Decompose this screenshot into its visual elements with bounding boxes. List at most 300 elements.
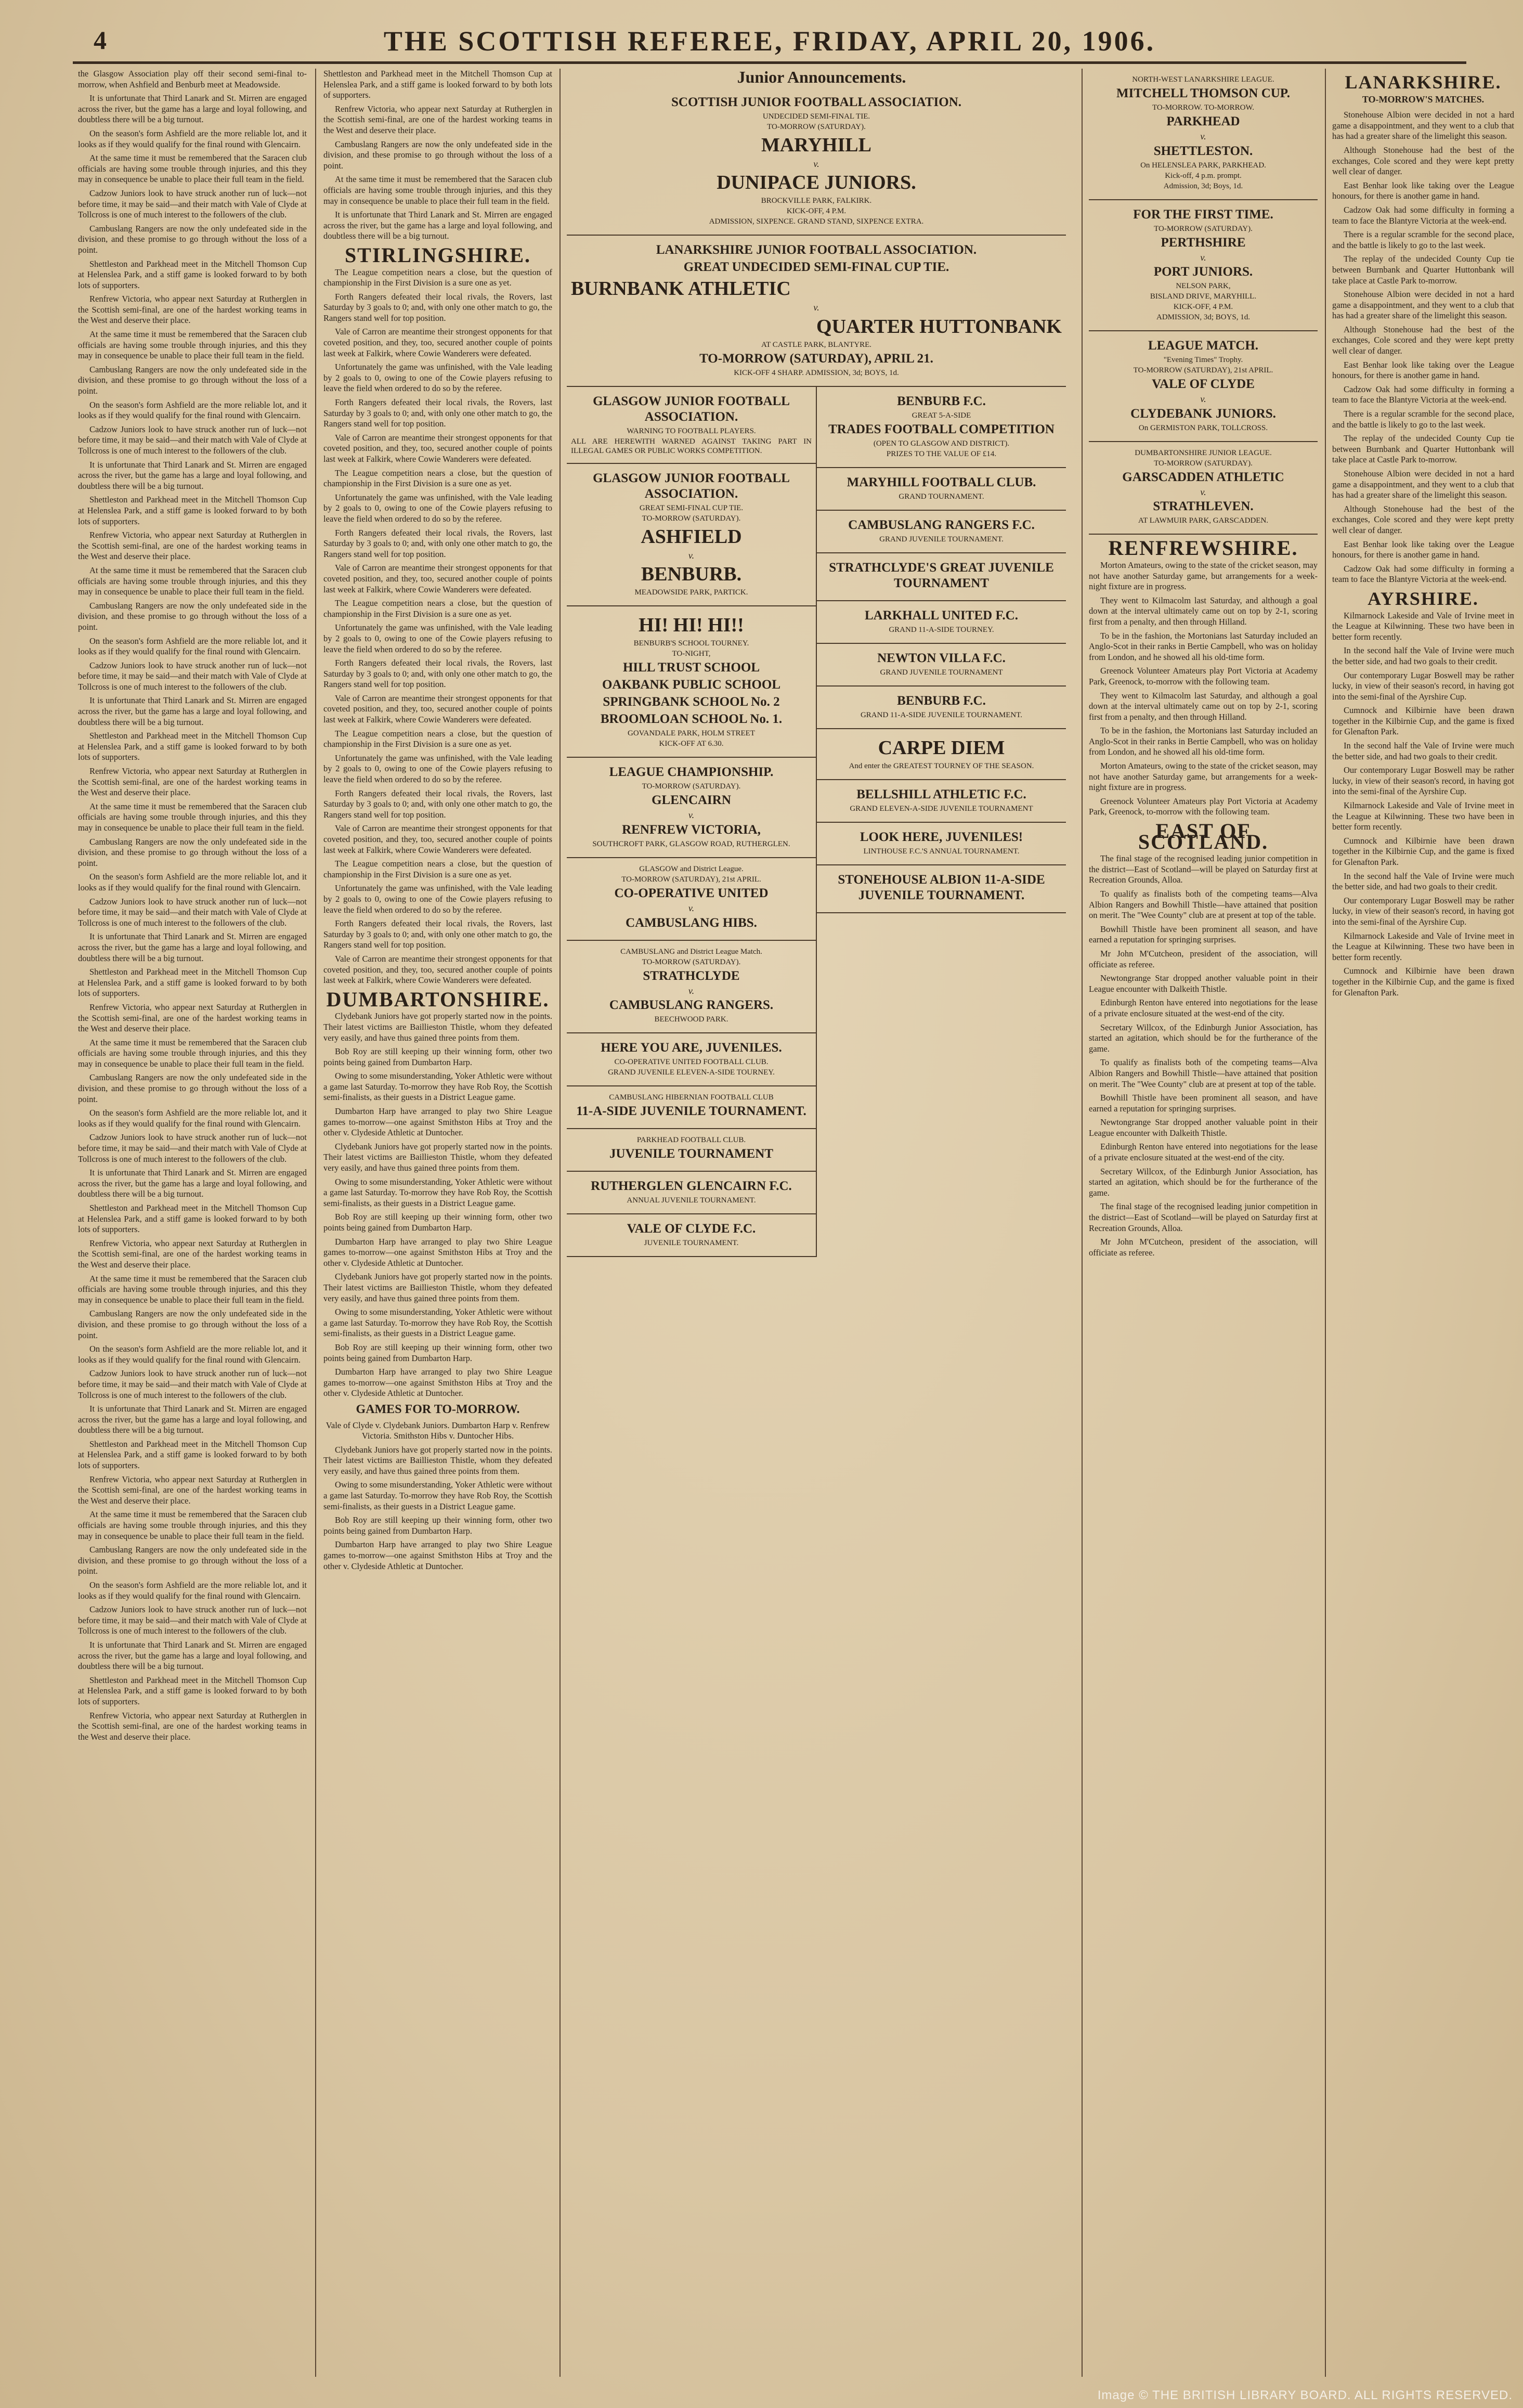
- advert-venue: BISLAND DRIVE, MARYHILL.: [1150, 292, 1257, 301]
- article-paragraph: Shettleston and Parkhead meet in the Mitchell Thomson Cup at Helenslea Park, and a stiff game is looked forward to by both lots of supporters.: [78, 731, 307, 762]
- advert-lanarkshire-semi-final: [567, 236, 1066, 387]
- advert-title: STONEHOUSE ALBION 11-A-SIDE JUVENILE TOURNAMENT.: [838, 872, 1045, 902]
- advert-title: NEWTON VILLA F.C.: [877, 651, 1006, 665]
- advert-team: MARYHILL: [761, 134, 871, 156]
- article-paragraph: To be in the fashion, the Mortonians last Saturday included an Anglo-Scot in their ranks in Bertie Campbell, who was on holiday from London, and he showed all his old-time form.: [1089, 726, 1318, 757]
- article-paragraph: The League competition nears a close, but the question of championship in the First Division is a sure one as yet.: [323, 468, 552, 489]
- article-paragraph: Vale of Carron are meantime their strongest opponents for that coveted position, and they, too, secured another couple of points last week at Falkirk, where Cowie Wanderers were defeated.: [323, 953, 552, 986]
- article-paragraph: Forth Rangers defeated their local rivals, the Rovers, last Saturday by 3 goals to 0; and, with only one other match to go, the Rangers stand well for top position.: [323, 788, 552, 820]
- article-paragraph: Edinburgh Renton have entered into negotiations for the lease of a private enclosure situated at the west-end of the city.: [1089, 1142, 1318, 1163]
- article-paragraph: Clydebank Juniors have got properly started now in the points. Their latest victims are Baillieston Thistle, whom they defeated very easily, and have thus gained three points from them.: [323, 1272, 552, 1303]
- junior-announcements-heading: Junior Announcements.: [737, 69, 906, 86]
- article-paragraph: In the second half the Vale of Irvine were much the better side, and had two goals to their credit.: [1332, 741, 1514, 761]
- advert-look-here: [817, 823, 1066, 865]
- article-paragraph: Vale of Carron are meantime their strongest opponents for that coveted position, and they, too, secured another couple of points last week at Falkirk, where Cowie Wanderers were defeated.: [323, 327, 552, 358]
- advert-prizes: PRIZES TO THE VALUE OF £14.: [886, 449, 997, 458]
- article-paragraph: Greenock Volunteer Amateurs play Port Victoria at Academy Park, Greenock, to-morrow with the following team.: [1089, 796, 1318, 817]
- article-paragraph: At the same time it must be remembered that the Saracen club officials are having some trouble through injuries, and this they may in consequence be unable to place their full team in the field.: [323, 174, 552, 206]
- article-paragraph: Stonehouse Albion were decided in not a hard game a disappointment, and they went to a club that has had a greater share of the limelight this season.: [1332, 289, 1514, 321]
- advert-title: DUMBARTONSHIRE JUNIOR LEAGUE.: [1135, 448, 1272, 457]
- announcements-left: [567, 88, 1066, 387]
- article-paragraph: Morton Amateurs, owing to the state of the cricket season, may not have another Saturday game, but arrangements for a week-night fixture are in progress.: [1089, 761, 1318, 793]
- advert-date: TO-MORROW (SATURDAY).: [1154, 224, 1253, 233]
- advert-parkhead: [567, 1129, 816, 1172]
- article-paragraph: Shettleston and Parkhead meet in the Mitchell Thomson Cup at Helenslea Park, and a stiff game is looked forward to by both lots of supporters.: [78, 1439, 307, 1471]
- advert-strathclyde-tournament: [817, 553, 1066, 601]
- advert-admission: ADMISSION, SIXPENCE. GRAND STAND, SIXPENCE EXTRA.: [709, 217, 924, 226]
- advert-sub: JUVENILE TOURNAMENT: [609, 1147, 774, 1161]
- advert-title: BELLSHILL ATHLETIC F.C.: [856, 787, 1026, 801]
- column-3-junior-announcements: [567, 69, 1076, 2377]
- article-paragraph: Cadzow Juniors look to have struck another run of luck—not before time, it may be said—and their match with Vale of Clyde at Tollcross is one of much interest to the followers of the club.: [78, 424, 307, 456]
- article-paragraph: Mr John M'Cutcheon, president of the association, will officiate as referee.: [1089, 1237, 1318, 1258]
- column-2: [323, 69, 552, 2377]
- advert-team: STRATHLEVEN.: [1153, 499, 1254, 514]
- advert-strathclyde: [567, 941, 816, 1034]
- advert-team: PORT JUNIORS.: [1153, 265, 1253, 279]
- advert-vs: v.: [1200, 131, 1206, 141]
- advert-sub: "Evening Times" Trophy.: [1163, 356, 1243, 365]
- article-paragraph: Dumbarton Harp have arranged to play two Shire League games to-morrow—one against Smithston Hibs at Troy and the other v. Clydeside Athletic at Duntocher.: [323, 1106, 552, 1138]
- page-number: 4: [94, 25, 107, 55]
- article-paragraph: East Benhar look like taking over the League honours, for there is another game in hand.: [1332, 180, 1514, 201]
- article-paragraph: The final stage of the recognised leading junior competition in the district—East of Scotland—will be played on Saturday first at Recreation Grounds, Alloa.: [1089, 853, 1318, 885]
- article-paragraph: Shettleston and Parkhead meet in the Mitchell Thomson Cup at Helenslea Park, and a stiff game is looked forward to by both lots of supporters.: [78, 495, 307, 526]
- article-paragraph: Bob Roy are still keeping up their winning form, other two points being gained from Dumbarton Harp.: [323, 1212, 552, 1233]
- advert-venue: MEADOWSIDE PARK, PARTICK.: [634, 588, 748, 597]
- article-paragraph: Cumnock and Kilbirnie have been drawn together in the Kilbirnie Cup, and the game is fixed for Glenafton Park.: [1332, 705, 1514, 737]
- advert-vs: v.: [688, 902, 695, 913]
- article-paragraph: The final stage of the recognised leading junior competition in the district—East of Scotland—will be played on Saturday first at Recreation Grounds, Alloa.: [1089, 1201, 1318, 1233]
- article-paragraph: Cadzow Juniors look to have struck another run of luck—not before time, it may be said—and their match with Vale of Clyde at Tollcross is one of much interest to the followers of the club.: [78, 188, 307, 220]
- article-paragraph: Cambuslang Rangers are now the only undefeated side in the division, and these promise to go through without the loss of a point.: [323, 139, 552, 171]
- advert-title: BENBURB F.C.: [897, 394, 986, 408]
- section-heading-lanarkshire: LANARKSHIRE.: [1345, 72, 1502, 93]
- article-paragraph: It is unfortunate that Third Lanark and St. Mirren are engaged across the river, but the game has a large and loyal following, and doubtless there will be a big turnout.: [78, 1404, 307, 1435]
- article-paragraph: Our contemporary Lugar Boswell may be rather lucky, in view of their season's record, in having got into the semi-final of the Ayrshire Cup.: [1332, 670, 1514, 702]
- advert-title: LANARKSHIRE JUNIOR FOOTBALL ASSOCIATION.: [656, 243, 977, 257]
- article-paragraph: Clydebank Juniors have got properly started now in the points. Their latest victims are Baillieston Thistle, whom they defeated very easily, and have thus gained three points from them.: [323, 1444, 552, 1476]
- article-paragraph: On the season's form Ashfield are the more reliable lot, and it looks as if they would qualify for the final round with Glencairn.: [78, 872, 307, 892]
- advert-venue: On HELENSLEA PARK, PARKHEAD.: [1140, 161, 1266, 170]
- advert-title: CAMBUSLANG HIBERNIAN FOOTBALL CLUB: [609, 1093, 774, 1102]
- advert-sub: LINTHOUSE F.C.'S ANNUAL TOURNAMENT.: [863, 847, 1020, 856]
- article-paragraph: Forth Rangers defeated their local rivals, the Rovers, last Saturday by 3 goals to 0; and, with only one other match to go, the Rangers stand well for top position.: [323, 397, 552, 429]
- advert-sub: GREAT UNDECIDED SEMI-FINAL CUP TIE.: [683, 260, 949, 275]
- advert-cambuslang-hibernian: [567, 1086, 816, 1129]
- advert-venue: GOVANDALE PARK, HOLM STREET: [627, 729, 756, 738]
- advert-vs: v.: [1200, 486, 1206, 497]
- advert-headline: TRADES FOOTBALL COMPETITION: [828, 422, 1055, 436]
- article-paragraph: Vale of Carron are meantime their strongest opponents for that coveted position, and they, too, secured another couple of points last week at Falkirk, where Cowie Wanderers were defeated.: [323, 823, 552, 855]
- advert-team: STRATHCLYDE: [643, 968, 740, 983]
- article-paragraph: the Glasgow Association play off their second semi-final to-morrow, when Ashfield and Benburb meet at Meadowside.: [78, 69, 307, 89]
- games-list: Vale of Clyde v. Clydebank Juniors. Dumbarton Harp v. Renfrew Victoria. Smithston Hibs v. Duntocher Hibs.: [326, 1420, 550, 1441]
- article-paragraph: Renfrew Victoria, who appear next Saturday at Rutherglen in the Scottish semi-final, are one of the hardest working teams in the West and deserve their place.: [323, 103, 552, 135]
- advert-admission: ADMISSION, 3d; BOYS, 1d.: [1156, 313, 1251, 322]
- article-paragraph: Our contemporary Lugar Boswell may be rather lucky, in view of their season's record, in having got into the semi-final of the Ayrshire Cup.: [1332, 895, 1514, 927]
- advert-sub: (OPEN TO GLASGOW AND DISTRICT).: [873, 439, 1010, 448]
- article-paragraph: The League competition nears a close, but the question of championship in the First Division is a sure one as yet.: [323, 728, 552, 749]
- advert-kickoff: KICK-OFF, 4 P.M.: [1173, 303, 1233, 312]
- article-paragraph: Bob Roy are still keeping up their winning form, other two points being gained from Dumbarton Harp.: [323, 1342, 552, 1363]
- advert-sub: 11-A-SIDE JUVENILE TOURNAMENT.: [576, 1104, 806, 1119]
- article-paragraph: On the season's form Ashfield are the more reliable lot, and it looks as if they would qualify for the final round with Glencairn.: [78, 1344, 307, 1365]
- advert-team: SPRINGBANK SCHOOL No. 2: [603, 695, 780, 709]
- advert-league: NORTH-WEST LANARKSHIRE LEAGUE.: [1132, 75, 1274, 84]
- article-paragraph: Unfortunately the game was unfinished, with the Vale leading by 2 goals to 0, owing to one of the Cowie players refusing to leave the field when ordered to do so by the referee.: [323, 362, 552, 394]
- advert-vs: v.: [1200, 394, 1206, 405]
- image-credit: Image © THE BRITISH LIBRARY BOARD. ALL RIGHTS RESERVED.: [1097, 2388, 1513, 2402]
- advert-sub: BENBURB'S SCHOOL TOURNEY.: [633, 639, 749, 648]
- advert-rutherglen-glencairn: [567, 1172, 816, 1214]
- advert-juveniles: [567, 1033, 816, 1086]
- article-paragraph: Cambuslang Rangers are now the only undefeated side in the division, and these promise to go through without the loss of a point.: [78, 600, 307, 632]
- advert-sub: ANNUAL JUVENILE TOURNAMENT.: [627, 1196, 756, 1205]
- advert-title: LEAGUE CHAMPIONSHIP.: [609, 765, 774, 780]
- advert-title: HI! HI! HI!!: [639, 614, 744, 637]
- article-paragraph: It is unfortunate that Third Lanark and St. Mirren are engaged across the river, but the game has a large and loyal following, and doubtless there will be a big turnout.: [78, 93, 307, 125]
- article-paragraph: On the season's form Ashfield are the more reliable lot, and it looks as if they would qualify for the final round with Glencairn.: [78, 1108, 307, 1129]
- advert-newton-villa: [817, 644, 1066, 687]
- article-paragraph: Shettleston and Parkhead meet in the Mitchell Thomson Cup at Helenslea Park, and a stiff game is looked forward to by both lots of supporters.: [78, 258, 307, 290]
- article-paragraph: Vale of Carron are meantime their strongest opponents for that coveted position, and they, too, secured another couple of points last week at Falkirk, where Cowie Wanderers were defeated.: [323, 693, 552, 725]
- advert-gjfa-semi-final: [567, 464, 816, 607]
- advert-first-time: [1089, 200, 1318, 332]
- article-paragraph: At the same time it must be remembered that the Saracen club officials are having some trouble through injuries, and this they may in consequence be unable to place their full team in the field.: [78, 1509, 307, 1541]
- advert-venue: AT LAWMUIR PARK, GARSCADDEN.: [1138, 516, 1269, 525]
- article-paragraph: Renfrew Victoria, who appear next Saturday at Rutherglen in the Scottish semi-final, are one of the hardest working teams in the West and deserve their place.: [78, 1002, 307, 1034]
- advert-larkhall: [817, 601, 1066, 644]
- article-paragraph: Unfortunately the game was unfinished, with the Vale leading by 2 goals to 0, owing to one of the Cowie players refusing to leave the field when ordered to do so by the referee.: [323, 883, 552, 915]
- article-paragraph: In the second half the Vale of Irvine were much the better side, and had two goals to their credit.: [1332, 645, 1514, 666]
- article-paragraph: It is unfortunate that Third Lanark and St. Mirren are engaged across the river, but the game has a large and loyal following, and doubtless there will be a big turnout.: [78, 931, 307, 963]
- advert-title: MARYHILL FOOTBALL CLUB.: [847, 475, 1036, 489]
- article-paragraph: Vale of Carron are meantime their strongest opponents for that coveted position, and they, too, secured another couple of points last week at Falkirk, where Cowie Wanderers were defeated.: [323, 563, 552, 594]
- advert-venue: On GERMISTON PARK, TOLLCROSS.: [1138, 423, 1268, 432]
- article-paragraph: Greenock Volunteer Amateurs play Port Victoria at Academy Park, Greenock, to-morrow with the following team.: [1089, 666, 1318, 687]
- article-paragraph: At the same time it must be remembered that the Saracen club officials are having some trouble through injuries, and this they may in consequence be unable to place their full team in the field.: [78, 1037, 307, 1069]
- article-paragraph: Owing to some misunderstanding, Yoker Athletic were without a game last Saturday. To-morrow they have Rob Roy, the Scottish semi-finalists, as their guests in a District League game.: [323, 1071, 552, 1103]
- advert-benburb-trades: [817, 387, 1066, 468]
- advert-vs: v.: [813, 158, 819, 169]
- section-heading-stirlingshire: STIRLINGSHIRE.: [344, 243, 531, 267]
- advert-team: GARSCADDEN ATHLETIC: [1122, 470, 1284, 484]
- advert-vs: v.: [1200, 252, 1206, 263]
- advert-venue: AT CASTLE PARK, BLANTYRE.: [761, 340, 872, 349]
- column-divider: [1082, 69, 1083, 2377]
- masthead-title: THE SCOTTISH REFEREE, FRIDAY, APRIL 20, 1906.: [383, 25, 1156, 57]
- advert-vs: v.: [688, 550, 695, 561]
- masthead: [73, 20, 1466, 64]
- advert-date: TO-MORROW (SATURDAY).: [642, 957, 741, 966]
- article-paragraph: Shettleston and Parkhead meet in the Mitchell Thomson Cup at Helenslea Park, and a stiff game is looked forward to by both lots of supporters.: [323, 69, 552, 100]
- article-paragraph: The League competition nears a close, but the question of championship in the First Division is a sure one as yet.: [323, 598, 552, 619]
- article-paragraph: Owing to some misunderstanding, Yoker Athletic were without a game last Saturday. To-morrow they have Rob Roy, the Scottish semi-finalists, as their guests in a District League game.: [323, 1176, 552, 1208]
- advert-sub: GRAND ELEVEN-A-SIDE JUVENILE TOURNAMENT: [850, 804, 1033, 813]
- advert-kickoff: KICK-OFF AT 6.30.: [659, 740, 724, 748]
- section-heading-ayrshire: AYRSHIRE.: [1368, 588, 1479, 609]
- article-paragraph: On the season's form Ashfield are the more reliable lot, and it looks as if they would qualify for the final round with Glencairn.: [78, 399, 307, 421]
- article-paragraph: Although Stonehouse had the best of the exchanges, Cole scored and they were kept pretty well clear of danger.: [1332, 324, 1514, 356]
- advert-sub: GRAND 11-A-SIDE TOURNEY.: [889, 625, 994, 634]
- article-paragraph: It is unfortunate that Third Lanark and St. Mirren are engaged across the river, but the game has a large and loyal following, and doubtless there will be a big turnout.: [78, 695, 307, 727]
- advert-team: HILL TRUST SCHOOL: [622, 661, 760, 675]
- advert-sub: JUVENILE TOURNAMENT.: [644, 1239, 739, 1248]
- advert-date: TO-NIGHT,: [672, 650, 711, 658]
- advert-mitchell-thomson-cup: [1089, 69, 1318, 200]
- article-paragraph: Dumbarton Harp have arranged to play two Shire League games to-morrow—one against Smithston Hibs at Troy and the other v. Clydeside Athletic at Duntocher.: [323, 1539, 552, 1571]
- article-paragraph: Shettleston and Parkhead meet in the Mitchell Thomson Cup at Helenslea Park, and a stiff game is looked forward to by both lots of supporters.: [78, 1675, 307, 1706]
- article-paragraph: Although Stonehouse had the best of the exchanges, Cole scored and they were kept pretty well clear of danger.: [1332, 503, 1514, 535]
- advert-sub: CO-OPERATIVE UNITED FOOTBALL CLUB.: [614, 1058, 769, 1067]
- advert-vs: v.: [688, 810, 695, 821]
- article-paragraph: Unfortunately the game was unfinished, with the Vale leading by 2 goals to 0, owing to one of the Cowie players refusing to leave the field when ordered to do so by the referee.: [323, 623, 552, 654]
- advert-team: CAMBUSLANG RANGERS.: [609, 998, 774, 1013]
- advert-title: CARPE DIEM: [878, 736, 1005, 759]
- article-paragraph: Owing to some misunderstanding, Yoker Athletic were without a game last Saturday. To-morrow they have Rob Roy, the Scottish semi-finalists, as their guests in a District League game.: [323, 1480, 552, 1511]
- advert-kickoff: KICK-OFF, 4 P.M.: [786, 207, 847, 216]
- advert-title: LARKHALL UNITED F.C.: [865, 608, 1018, 623]
- advert-team: QUARTER HUTTONBANK: [816, 315, 1062, 338]
- advert-title: BENBURB F.C.: [897, 693, 986, 708]
- article-paragraph: Morton Amateurs, owing to the state of the cricket season, may not have another Saturday game, but arrangements for a week-night fixture are in progress.: [1089, 560, 1318, 592]
- article-paragraph: Cambuslang Rangers are now the only undefeated side in the division, and these promise to go through without the loss of a point.: [78, 1309, 307, 1340]
- advert-team: CO-OPERATIVE UNITED: [614, 886, 769, 900]
- article-paragraph: Owing to some misunderstanding, Yoker Athletic were without a game last Saturday. To-morrow they have Rob Roy, the Scottish semi-finalists, as their guests in a District League game.: [323, 1307, 552, 1339]
- advert-title: CAMBUSLANG RANGERS F.C.: [848, 517, 1035, 532]
- announcements-split: [567, 387, 1066, 1257]
- advert-title: GLASGOW JUNIOR FOOTBALL ASSOCIATION.: [593, 394, 790, 424]
- advert-date: TO-MORROW (SATURDAY), 21st APRIL.: [1133, 366, 1273, 375]
- article-paragraph: Bob Roy are still keeping up their winning form, other two points being gained from Dumbarton Harp.: [323, 1046, 552, 1067]
- article-paragraph: Cadzow Oak had some difficulty in forming a team to face the Blantyre Victoria at the week-end.: [1332, 563, 1514, 585]
- section-heading-dumbartonshire: DUMBARTONSHIRE.: [326, 987, 550, 1011]
- article-paragraph: Cadzow Oak had some difficulty in forming a team to face the Blantyre Victoria at the week-end.: [1332, 204, 1514, 226]
- article-paragraph: Newtongrange Star dropped another valuable point in their League encounter with Dalkeith Thistle.: [1089, 973, 1318, 994]
- advert-co-operative-united: [567, 858, 816, 941]
- article-paragraph: Kilmarnock Lakeside and Vale of Irvine meet in the League at Kilwinning. These two have been in better form recently.: [1332, 800, 1514, 832]
- column-divider: [315, 69, 316, 2377]
- advert-title: HERE YOU ARE, JUVENILES.: [601, 1041, 782, 1055]
- article-paragraph: Edinburgh Renton have entered into negotiations for the lease of a private enclosure situated at the west-end of the city.: [1089, 998, 1318, 1018]
- advert-vs: v.: [813, 302, 819, 313]
- article-paragraph: Secretary Willcox, of the Edinburgh Junior Association, has started an agitation, which should be for the furtherance of the game.: [1089, 1022, 1318, 1054]
- article-paragraph: Mr John M'Cutcheon, president of the association, will officiate as referee.: [1089, 948, 1318, 969]
- article-paragraph: At the same time it must be remembered that the Saracen club officials are having some trouble through injuries, and this they may in consequence be unable to place their full team in the field.: [78, 1273, 307, 1305]
- article-paragraph: Stonehouse Albion were decided in not a hard game a disappointment, and they went to a club that has had a greater share of the limelight this season.: [1332, 469, 1514, 500]
- article-paragraph: At the same time it must be remembered that the Saracen club officials are having some trouble through injuries, and this they may in consequence be unable to place their full team in the field.: [78, 801, 307, 833]
- article-paragraph: To qualify as finalists both of the competing teams—Alva Albion Rangers and Bowhill Thistle—have attained that position on merit. The "Wee County" club are at present at top of the table.: [1089, 1057, 1318, 1089]
- advert-benburb-juvenile: [817, 687, 1066, 729]
- advert-title: VALE OF CLYDE F.C.: [627, 1222, 756, 1236]
- advert-team: CLYDEBANK JUNIORS.: [1130, 406, 1276, 421]
- advert-date: TO-MORROW. TO-MORROW.: [1152, 103, 1254, 112]
- advert-maryhill: [817, 468, 1066, 511]
- column-6: [1332, 69, 1514, 2377]
- article-paragraph: Cambuslang Rangers are now the only undefeated side in the division, and these promise to go through without the loss of a point.: [78, 364, 307, 396]
- article-paragraph: Kilmarnock Lakeside and Vale of Irvine meet in the League at Kilwinning. These two have been in better form recently.: [1332, 610, 1514, 642]
- article-paragraph: The League competition nears a close, but the question of championship in the First Division is a sure one as yet.: [323, 859, 552, 879]
- article-paragraph: To be in the fashion, the Mortonians last Saturday included an Anglo-Scot in their ranks in Bertie Campbell, who was on holiday from London, and he showed all his old-time form.: [1089, 630, 1318, 662]
- article-paragraph: Cambuslang Rangers are now the only undefeated side in the division, and these promise to go through without the loss of a point.: [78, 1072, 307, 1104]
- advert-team: SHETTLESTON.: [1153, 144, 1253, 158]
- advert-benburb-school-tourney: [567, 606, 816, 758]
- article-paragraph: Clydebank Juniors have got properly started now in the points. Their latest victims are Baillieston Thistle, whom they defeated very easily, and have thus gained three points from them.: [323, 1141, 552, 1173]
- advert-team: OAKBANK PUBLIC SCHOOL: [602, 678, 781, 692]
- article-paragraph: Cadzow Juniors look to have struck another run of luck—not before time, it may be said—and their match with Vale of Clyde at Tollcross is one of much interest to the followers of the club.: [78, 1368, 307, 1400]
- article-paragraph: Forth Rangers defeated their local rivals, the Rovers, last Saturday by 3 goals to 0; and, with only one other match to go, the Rangers stand well for top position.: [323, 527, 552, 559]
- advert-team: BROOMLOAN SCHOOL No. 1.: [600, 712, 783, 727]
- advert-team: PARKHEAD: [1166, 114, 1240, 128]
- article-paragraph: Vale of Carron are meantime their strongest opponents for that coveted position, and they, too, secured another couple of points last week at Falkirk, where Cowie Wanderers were defeated.: [323, 432, 552, 464]
- advert-league-championship: [567, 758, 816, 858]
- sub-heading: TO-MORROW'S MATCHES.: [1362, 94, 1485, 105]
- advert-vs: v.: [688, 985, 695, 996]
- advert-body: ALL ARE HEREWITH WARNED AGAINST TAKING PART IN ILLEGAL GAMES OR PUBLIC WORKS COMPETITION.: [571, 437, 812, 455]
- advert-bellshill: [817, 780, 1066, 823]
- advert-title: GLASGOW and District League.: [639, 864, 744, 873]
- advert-admission: Admission, 3d; Boys, 1d.: [1163, 182, 1243, 190]
- article-paragraph: Bob Roy are still keeping up their winning form, other two points being gained from Dumbarton Harp.: [323, 1515, 552, 1536]
- advert-team: BENBURB.: [641, 563, 742, 586]
- advert-team: DUNIPACE JUNIORS.: [717, 172, 916, 194]
- article-paragraph: At the same time it must be remembered that the Saracen club officials are having some trouble through injuries, and this they may in consequence be unable to place their full team in the field.: [78, 565, 307, 597]
- article-paragraph: There is a regular scramble for the second place, and the battle is likely to go to the last week.: [1332, 229, 1514, 250]
- column-5: [1089, 69, 1318, 2377]
- advert-sub: GRAND JUVENILE TOURNAMENT: [880, 668, 1003, 677]
- article-paragraph: Cadzow Juniors look to have struck another run of luck—not before time, it may be said—and their match with Vale of Clyde at Tollcross is one of much interest to the followers of the club.: [78, 660, 307, 692]
- advert-title: RUTHERGLEN GLENCAIRN F.C.: [591, 1179, 792, 1194]
- advert-sub: WARNING TO FOOTBALL PLAYERS.: [627, 426, 756, 435]
- article-paragraph: They went to Kilmacolm last Saturday, and although a goal down at the interval ultimately came out on top by 2-1, scoring first from a penalty, and then through Hilland.: [1089, 595, 1318, 627]
- article-paragraph: Shettleston and Parkhead meet in the Mitchell Thomson Cup at Helenslea Park, and a stiff game is looked forward to by both lots of supporters.: [78, 1203, 307, 1235]
- section-heading-east-of-scotland: EAST OF SCOTLAND.: [1138, 819, 1269, 853]
- article-paragraph: Cadzow Juniors look to have struck another run of luck—not before time, it may be said—and their match with Vale of Clyde at Tollcross is one of much interest to the followers of the club.: [78, 1604, 307, 1636]
- article-paragraph: Unfortunately the game was unfinished, with the Vale leading by 2 goals to 0, owing to one of the Cowie players refusing to leave the field when ordered to do so by the referee.: [323, 492, 552, 524]
- advert-kickoff: KICK-OFF 4 SHARP. ADMISSION, 3d; BOYS, 1d.: [734, 368, 899, 377]
- article-paragraph: In the second half the Vale of Irvine were much the better side, and had two goals to their credit.: [1332, 871, 1514, 892]
- advert-sub: GREAT SEMI-FINAL CUP TIE.: [639, 503, 744, 512]
- advert-sub: GRAND 11-A-SIDE JUVENILE TOURNAMENT.: [860, 710, 1023, 719]
- advert-sub: GRAND JUVENILE TOURNAMENT.: [879, 535, 1004, 543]
- article-paragraph: The replay of the undecided County Cup tie between Burnbank and Quarter Huttonbank will take place at Castle Park to-morrow.: [1332, 254, 1514, 286]
- column-divider: [559, 69, 561, 2377]
- article-paragraph: Renfrew Victoria, who appear next Saturday at Rutherglen in the Scottish semi-final, are one of the hardest working teams in the West and deserve their place.: [78, 530, 307, 562]
- article-paragraph: On the season's form Ashfield are the more reliable lot, and it looks as if they would qualify for the final round with Glencairn.: [78, 128, 307, 149]
- advert-title: LEAGUE MATCH.: [1148, 339, 1259, 353]
- advert-title: CAMBUSLANG and District League Match.: [620, 947, 762, 956]
- advert-team: BURNBANK ATHLETIC: [571, 278, 791, 300]
- article-paragraph: On the season's form Ashfield are the more reliable lot, and it looks as if they would qualify for the final round with Glencairn.: [78, 1580, 307, 1601]
- advert-date: TO-MORROW (SATURDAY).: [767, 122, 866, 131]
- article-paragraph: Stonehouse Albion were decided in not a hard game a disappointment, and they went to a club that has had a greater share of the limelight this season.: [1332, 110, 1514, 141]
- article-paragraph: It is unfortunate that Third Lanark and St. Mirren are engaged across the river, but the game has a large and loyal following, and doubtless there will be a big turnout.: [323, 210, 552, 241]
- article-paragraph: Cambuslang Rangers are now the only undefeated side in the division, and these promise to go through without the loss of a point.: [78, 836, 307, 868]
- article-paragraph: Bowhill Thistle have been prominent all season, and have earned a reputation for springing surprises.: [1089, 1093, 1318, 1114]
- article-paragraph: Secretary Willcox, of the Edinburgh Junior Association, has started an agitation, which should be for the furtherance of the game.: [1089, 1166, 1318, 1198]
- article-paragraph: Renfrew Victoria, who appear next Saturday at Rutherglen in the Scottish semi-final, are one of the hardest working teams in the West and deserve their place.: [78, 1710, 307, 1742]
- article-paragraph: Cadzow Oak had some difficulty in forming a team to face the Blantyre Victoria at the week-end.: [1332, 384, 1514, 405]
- advert-gjfa-warning: [567, 387, 816, 464]
- article-paragraph: Bowhill Thistle have been prominent all season, and have earned a reputation for springing surprises.: [1089, 924, 1318, 945]
- article-paragraph: It is unfortunate that Third Lanark and St. Mirren are engaged across the river, but the game has a large and loyal following, and doubtless there will be a big turnout.: [78, 1168, 307, 1199]
- advert-date: TO-MORROW (SATURDAY).: [642, 514, 741, 523]
- advert-carpe-diem: [817, 729, 1066, 780]
- article-paragraph: Cumnock and Kilbirnie have been drawn together in the Kilbirnie Cup, and the game is fixed for Glenafton Park.: [1332, 835, 1514, 867]
- article-paragraph: Renfrew Victoria, who appear next Saturday at Rutherglen in the Scottish semi-final, are one of the hardest working teams in the West and deserve their place.: [78, 1474, 307, 1506]
- article-paragraph: They went to Kilmacolm last Saturday, and although a goal down at the interval ultimately came out on top by 2-1, scoring first from a penalty, and then through Hilland.: [1089, 690, 1318, 722]
- article-paragraph: Dumbarton Harp have arranged to play two Shire League games to-morrow—one against Smithston Hibs at Troy and the other v. Clydeside Athletic at Duntocher.: [323, 1367, 552, 1399]
- advert-venue: BEECHWOOD PARK.: [654, 1015, 728, 1024]
- article-paragraph: At the same time it must be remembered that the Saracen club officials are having some trouble through injuries, and this they may in consequence be unable to place their full team in the field.: [78, 329, 307, 361]
- section-heading-renfrewshire: RENFREWSHIRE.: [1108, 536, 1298, 560]
- article-paragraph: Clydebank Juniors have got properly started now in the points. Their latest victims are Baillieston Thistle, whom they defeated very easily, and have thus gained three points from them.: [323, 1011, 552, 1043]
- article-paragraph: Cambuslang Rangers are now the only undefeated side in the division, and these promise to go through without the loss of a point.: [78, 223, 307, 255]
- article-paragraph: To qualify as finalists both of the competing teams—Alva Albion Rangers and Bowhill Thistle—have attained that position on merit. The "Wee County" club are at present at top of the table.: [1089, 889, 1318, 921]
- article-paragraph: Renfrew Victoria, who appear next Saturday at Rutherglen in the Scottish semi-final, are one of the hardest working teams in the West and deserve their place.: [78, 766, 307, 798]
- advert-venue: NELSON PARK,: [1176, 282, 1231, 291]
- article-paragraph: At the same time it must be remembered that the Saracen club officials are having some trouble through injuries, and this they may in consequence be unable to place their full team in the field.: [78, 153, 307, 185]
- advert-title: STRATHCLYDE'S GREAT JUVENILE TOURNAMENT: [829, 560, 1054, 590]
- article-paragraph: Newtongrange Star dropped another valuable point in their League encounter with Dalkeith Thistle.: [1089, 1117, 1318, 1138]
- advert-sub: GREAT 5-A-SIDE: [912, 411, 971, 420]
- advert-title: MITCHELL THOMSON CUP.: [1116, 86, 1291, 100]
- article-paragraph: Unfortunately the game was unfinished, with the Vale leading by 2 goals to 0, owing to one of the Cowie players refusing to leave the field when ordered to do so by the referee.: [323, 753, 552, 785]
- advert-kickoff: Kick-off, 4 p.m. prompt.: [1165, 171, 1242, 180]
- article-paragraph: Kilmarnock Lakeside and Vale of Irvine meet in the League at Kilwinning. These two have been in better form recently.: [1332, 930, 1514, 962]
- advert-sub: GRAND TOURNAMENT.: [899, 492, 984, 501]
- advert-cambuslang-rangers: [817, 511, 1066, 553]
- article-paragraph: Forth Rangers defeated their local rivals, the Rovers, last Saturday by 3 goals to 0; and, with only one other match to go, the Rangers stand well for top position.: [323, 918, 552, 950]
- article-paragraph: It is unfortunate that Third Lanark and St. Mirren are engaged across the river, but the game has a large and loyal following, and doubtless there will be a big turnout.: [78, 1639, 307, 1672]
- article-paragraph: Forth Rangers defeated their local rivals, the Rovers, last Saturday by 3 goals to 0; and, with only one other match to go, the Rangers stand well for top position.: [323, 658, 552, 690]
- advert-team: CAMBUSLANG HIBS.: [626, 915, 757, 930]
- article-paragraph: Cumnock and Kilbirnie have been drawn together in the Kilbirnie Cup, and the game is fixed for Glenafton Park.: [1332, 966, 1514, 998]
- article-paragraph: The League competition nears a close, but the question of championship in the First Division is a sure one as yet.: [323, 267, 552, 288]
- advert-team: RENFREW VICTORIA,: [622, 822, 761, 837]
- article-paragraph: Cadzow Juniors look to have struck another run of luck—not before time, it may be said—and their match with Vale of Clyde at Tollcross is one of much interest to the followers of the club.: [78, 896, 307, 928]
- advert-sub: And enter the GREATEST TOURNEY OF THE SEASON.: [849, 761, 1034, 770]
- advert-stonehouse: [817, 865, 1066, 913]
- announcements-col-a: [567, 387, 817, 1257]
- advert-date: TO-MORROW (SATURDAY), 21st APRIL.: [621, 875, 761, 884]
- advert-venue: SOUTHCROFT PARK, GLASGOW ROAD, RUTHERGLEN.: [592, 839, 790, 848]
- article-paragraph: Dumbarton Harp have arranged to play two Shire League games to-morrow—one against Smithston Hibs at Troy and the other v. Clydeside Athletic at Duntocher.: [323, 1236, 552, 1268]
- advert-title: PARKHEAD FOOTBALL CLUB.: [636, 1136, 746, 1145]
- advert-team: PERTHSHIRE: [1161, 235, 1246, 250]
- article-paragraph: Renfrew Victoria, who appear next Saturday at Rutherglen in the Scottish semi-final, are one of the hardest working teams in the West and deserve their place.: [78, 1238, 307, 1270]
- advert-title: FOR THE FIRST TIME.: [1133, 207, 1273, 222]
- advert-team: VALE OF CLYDE: [1152, 377, 1255, 392]
- advert-sub: UNDECIDED SEMI-FINAL TIE.: [762, 112, 870, 121]
- article-paragraph: Our contemporary Lugar Boswell may be rather lucky, in view of their season's record, in having got into the semi-final of the Ayrshire Cup.: [1332, 765, 1514, 797]
- advert-vale-of-clyde: [567, 1214, 816, 1257]
- advert-title: GLASGOW JUNIOR FOOTBALL ASSOCIATION.: [593, 471, 790, 501]
- advert-title: SCOTTISH JUNIOR FOOTBALL ASSOCIATION.: [671, 95, 962, 109]
- article-paragraph: Forth Rangers defeated their local rivals, the Rovers, last Saturday by 3 goals to 0; and, with only one other match to go, the Rangers stand well for top position.: [323, 291, 552, 323]
- article-paragraph: Renfrew Victoria, who appear next Saturday at Rutherglen in the Scottish semi-final, are one of the hardest working teams in the West and deserve their place.: [78, 294, 307, 326]
- advert-body: GRAND JUVENILE ELEVEN-A-SIDE TOURNEY.: [608, 1068, 775, 1077]
- advert-league-match: [1089, 331, 1318, 442]
- article-paragraph: Cambuslang Rangers are now the only undefeated side in the division, and these promise to go through without the loss of a point.: [78, 1545, 307, 1576]
- article-paragraph: It is unfortunate that Third Lanark and St. Mirren are engaged across the river, but the game has a large and loyal following, and doubtless there will be a big turnout.: [78, 459, 307, 491]
- advert-date: TO-MORROW (SATURDAY), APRIL 21.: [699, 351, 933, 366]
- article-paragraph: East Benhar look like taking over the League honours, for there is another game in hand.: [1332, 539, 1514, 560]
- article-paragraph: The replay of the undecided County Cup tie between Burnbank and Quarter Huttonbank will take place at Castle Park to-morrow.: [1332, 433, 1514, 465]
- announcements-col-b: [817, 387, 1066, 1257]
- advert-date: TO-MORROW (SATURDAY).: [1154, 459, 1253, 468]
